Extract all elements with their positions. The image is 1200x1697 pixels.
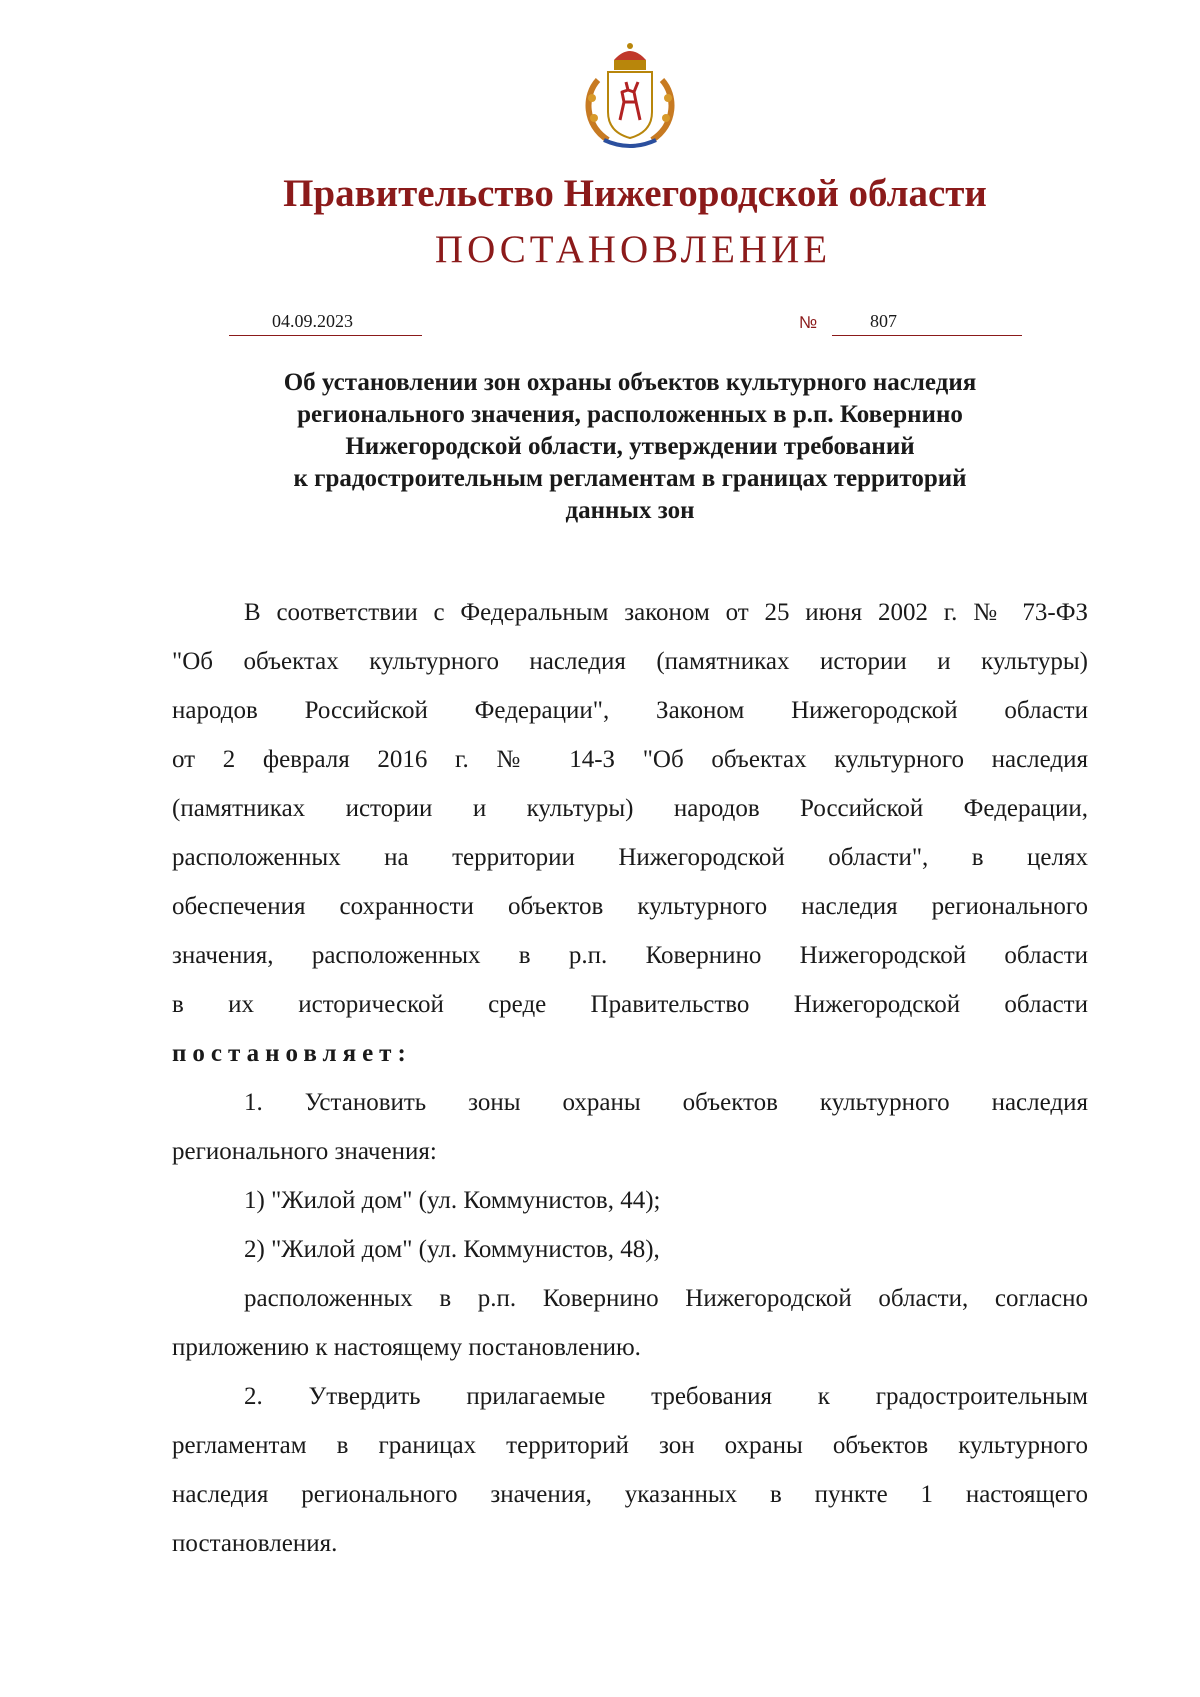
- located-paragraph: [172, 1274, 1088, 1372]
- text-line: "Об объектах культурного наследия (памятниках истории и культуры): [172, 648, 1088, 675]
- document-subject: [172, 367, 1088, 527]
- document-number-field: [832, 307, 1022, 336]
- text-line: народов Российской Федерации", Законом Нижегородской области: [172, 697, 1088, 724]
- subject-line: Нижегородской области, утверждении требований: [345, 433, 915, 460]
- text-line: расположенных в р.п. Ковернино Нижегородской области, согласно: [244, 1285, 1088, 1312]
- subject-line: данных зон: [565, 497, 695, 524]
- text-line: в их исторической среде Правительство Нижегородской области: [172, 991, 1088, 1018]
- document-body: [172, 588, 1088, 1568]
- coat-of-arms-icon: [578, 40, 682, 150]
- text-line: постановления.: [172, 1530, 338, 1557]
- sub-item-2: 2) "Жилой дом" (ул. Коммунистов, 48),: [244, 1236, 660, 1263]
- subject-line: Об установлении зон охраны объектов культурного наследия: [283, 369, 977, 396]
- item-2: [172, 1372, 1088, 1568]
- sub-item-1: 1) "Жилой дом" (ул. Коммунистов, 44);: [244, 1187, 661, 1214]
- government-title: Правительство Нижегородской области: [283, 172, 987, 215]
- document-date-field: [229, 307, 422, 336]
- text-line: наследия регионального значения, указанных в пункте 1 настоящего: [172, 1481, 1088, 1508]
- text-line: регионального значения:: [172, 1138, 437, 1165]
- text-line: 1. Установить зоны охраны объектов культурного наследия: [244, 1089, 1088, 1116]
- text-line: 2. Утвердить прилагаемые требования к градостроительным: [244, 1383, 1088, 1410]
- text-line: значения, расположенных в р.п. Ковернино Нижегородской области: [172, 942, 1088, 969]
- text-line: расположенных на территории Нижегородской области", в целях: [172, 844, 1088, 871]
- subject-line: к градостроительным регламентам в границах территорий: [293, 465, 967, 492]
- text-line: обеспечения сохранности объектов культурного наследия регионального: [172, 893, 1088, 920]
- item-1: [172, 1078, 1088, 1176]
- document-type: ПОСТАНОВЛЕНИЕ: [434, 228, 832, 271]
- text-line: от 2 февраля 2016 г. № 14-З "Об объектах культурного наследия: [172, 746, 1088, 773]
- text-line: регламентам в границах территорий зон охраны объектов культурного: [172, 1432, 1088, 1459]
- preamble-paragraph: [172, 588, 1088, 1078]
- text-line: приложению к настоящему постановлению.: [172, 1334, 641, 1361]
- subject-line: регионального значения, расположенных в р.п. Ковернино: [297, 401, 963, 428]
- document-date: 04.09.2023: [272, 311, 353, 331]
- number-sign: №: [799, 313, 818, 332]
- text-line: (памятниках истории и культуры) народов Российской Федерации,: [172, 795, 1088, 822]
- text-line: В соответствии с Федеральным законом от 25 июня 2002 г. № 73-ФЗ: [244, 599, 1088, 626]
- resolves-keyword: постановляет:: [172, 1040, 412, 1067]
- document-number: 807: [870, 311, 897, 331]
